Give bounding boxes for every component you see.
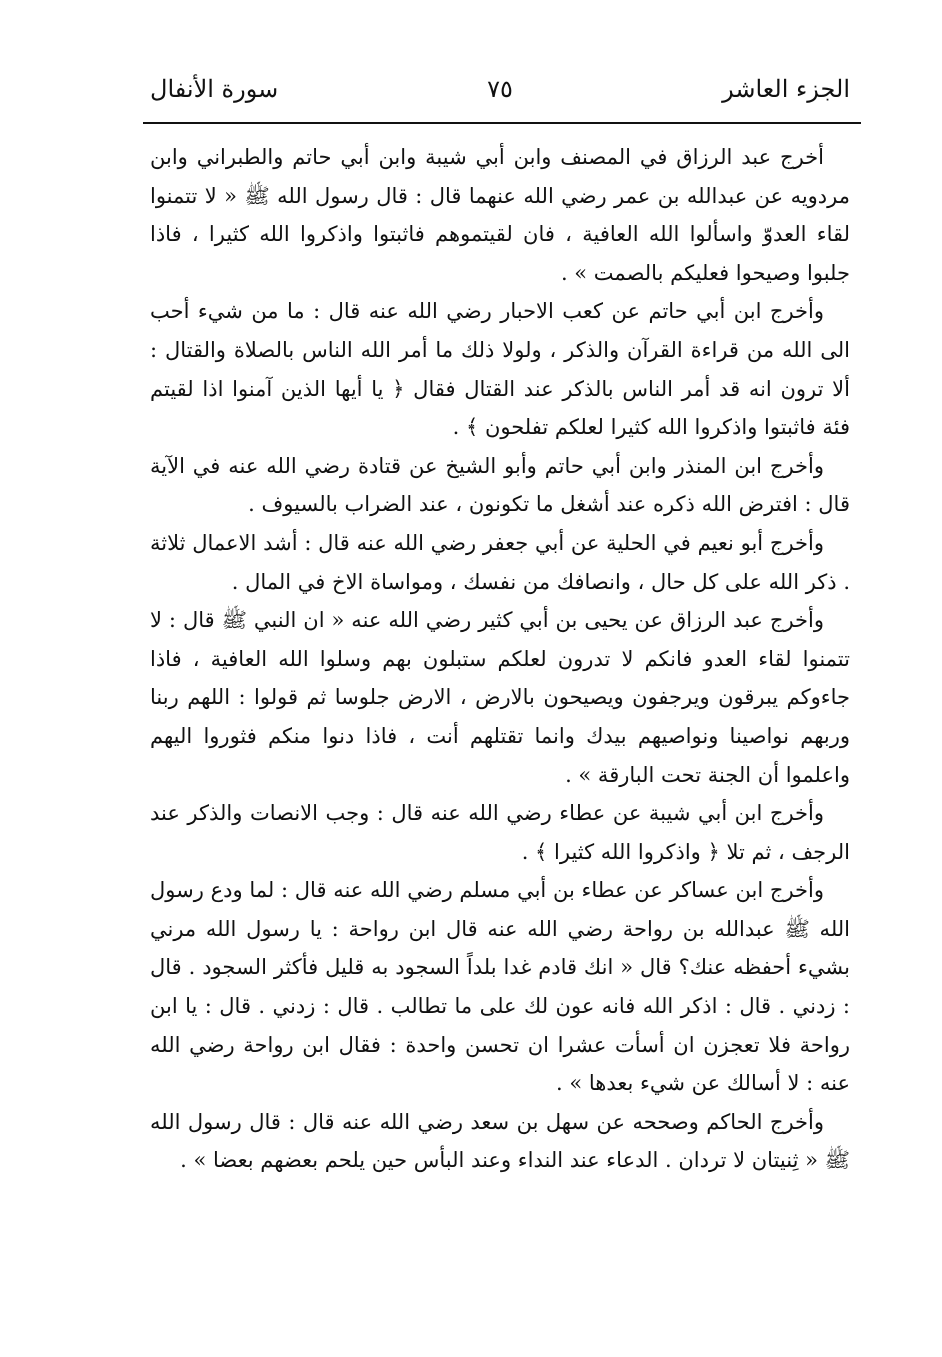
surah-title: سورة الأنفال <box>150 75 279 103</box>
paragraph: وأخرج الحاكم وصححه عن سهل بن سعد رضي الله عنه قال : قال رسول الله ﷺ « ثِنيتان لا تردان . الدعاء عند النداء وعند البأس حين يلحم بعضهم بعضا » . <box>150 1109 850 1173</box>
paragraph: وأخرج ابن أبي شيبة عن عطاء رضي الله عنه قال : وجب الانصات والذكر عند الرجف ، ثم تلا ﴿ واذكروا الله كثيرا ﴾ . <box>150 801 850 864</box>
paragraph: وأخرج ابن المنذر وابن أبي حاتم وأبو الشيخ عن قتادة رضي الله عنه في الآية قال : افترض الله ذكره عند أشغل ما تكونون ، عند الضراب بالسيوف . <box>150 453 850 517</box>
paragraph: وأخرج عبد الرزاق عن يحيى بن أبي كثير رضي الله عنه « ان النبي ﷺ قال : لا تتمنوا لقاء العدو فانكم لا تدرون لعلكم ستبلون بهم وسلوا الله العافية ، فاذا جاءوكم يبرقون ويرجفون ويصيحون بالارض ، الارض جلوسا ثم قولوا : اللهم ربنا وربهم نواصينا ونواصيهم بيدك وانما تقتلهم أنت ، فاذا دنوا منكم فثوروا اليهم واعلموا أن الجنة تحت البارقة » . <box>150 608 850 787</box>
part-title: الجزء العاشر <box>722 75 850 103</box>
paragraph: أخرج عبد الرزاق في المصنف وابن أبي شيبة وابن أبي حاتم والطبراني وابن مردويه عن عبدالله بن عمر رضي الله عنهما قال : قال رسول الله ﷺ « لا تتمنوا لقاء العدوّ واسألوا الله العافية ، فان لقيتموهم فاثبتوا واذكروا الله كثيرا ، فاذا جلبوا وصيحوا فعليكم بالصمت » . <box>150 145 850 285</box>
page-number: ٧٥ <box>487 75 513 103</box>
paragraph: وأخرج ابن عساكر عن عطاء بن أبي مسلم رضي الله عنه قال : لما ودع رسول الله ﷺ عبدالله بن رواحة رضي الله عنه قال ابن رواحة : يا رسول الله مرني بشيء أحفظه عنك؟ قال « انك قادم غدا بلداً السجود به قليل فأكثر السجود . قال : زدني . قال : اذكر الله فانه عون لك على ما تطالب . قال : زدني . قال : يا ابن رواحة فلا تعجزن ان أسأت عشرا ان تحسن واحدة : فقال ابن رواحة رضي الله عنه : لا أسالك عن شيء بعدها » . <box>150 878 850 1096</box>
page-header <box>150 70 850 114</box>
page-body <box>150 138 850 1180</box>
paragraph: وأخرج ابن أبي حاتم عن كعب الاحبار رضي الله عنه قال : ما من شيء أحب الى الله من قراءة القرآن والذكر ، ولولا ذلك ما أمر الله الناس بالصلاة والقتال : ألا ترون انه قد أمر الناس بالذكر عند القتال فقال ﴿ يا أيها الذين آمنوا اذا لقيتم فئة فاثبتوا واذكروا الله كثيرا لعلكم تفلحون ﴾ . <box>150 299 850 440</box>
paragraph: وأخرج أبو نعيم في الحلية عن أبي جعفر رضي الله عنه قال : أشد الاعمال ثلاثة . ذكر الله على كل حال ، وانصافك من نفسك ، ومواساة الاخ في المال . <box>150 530 850 594</box>
header-divider <box>143 122 861 124</box>
